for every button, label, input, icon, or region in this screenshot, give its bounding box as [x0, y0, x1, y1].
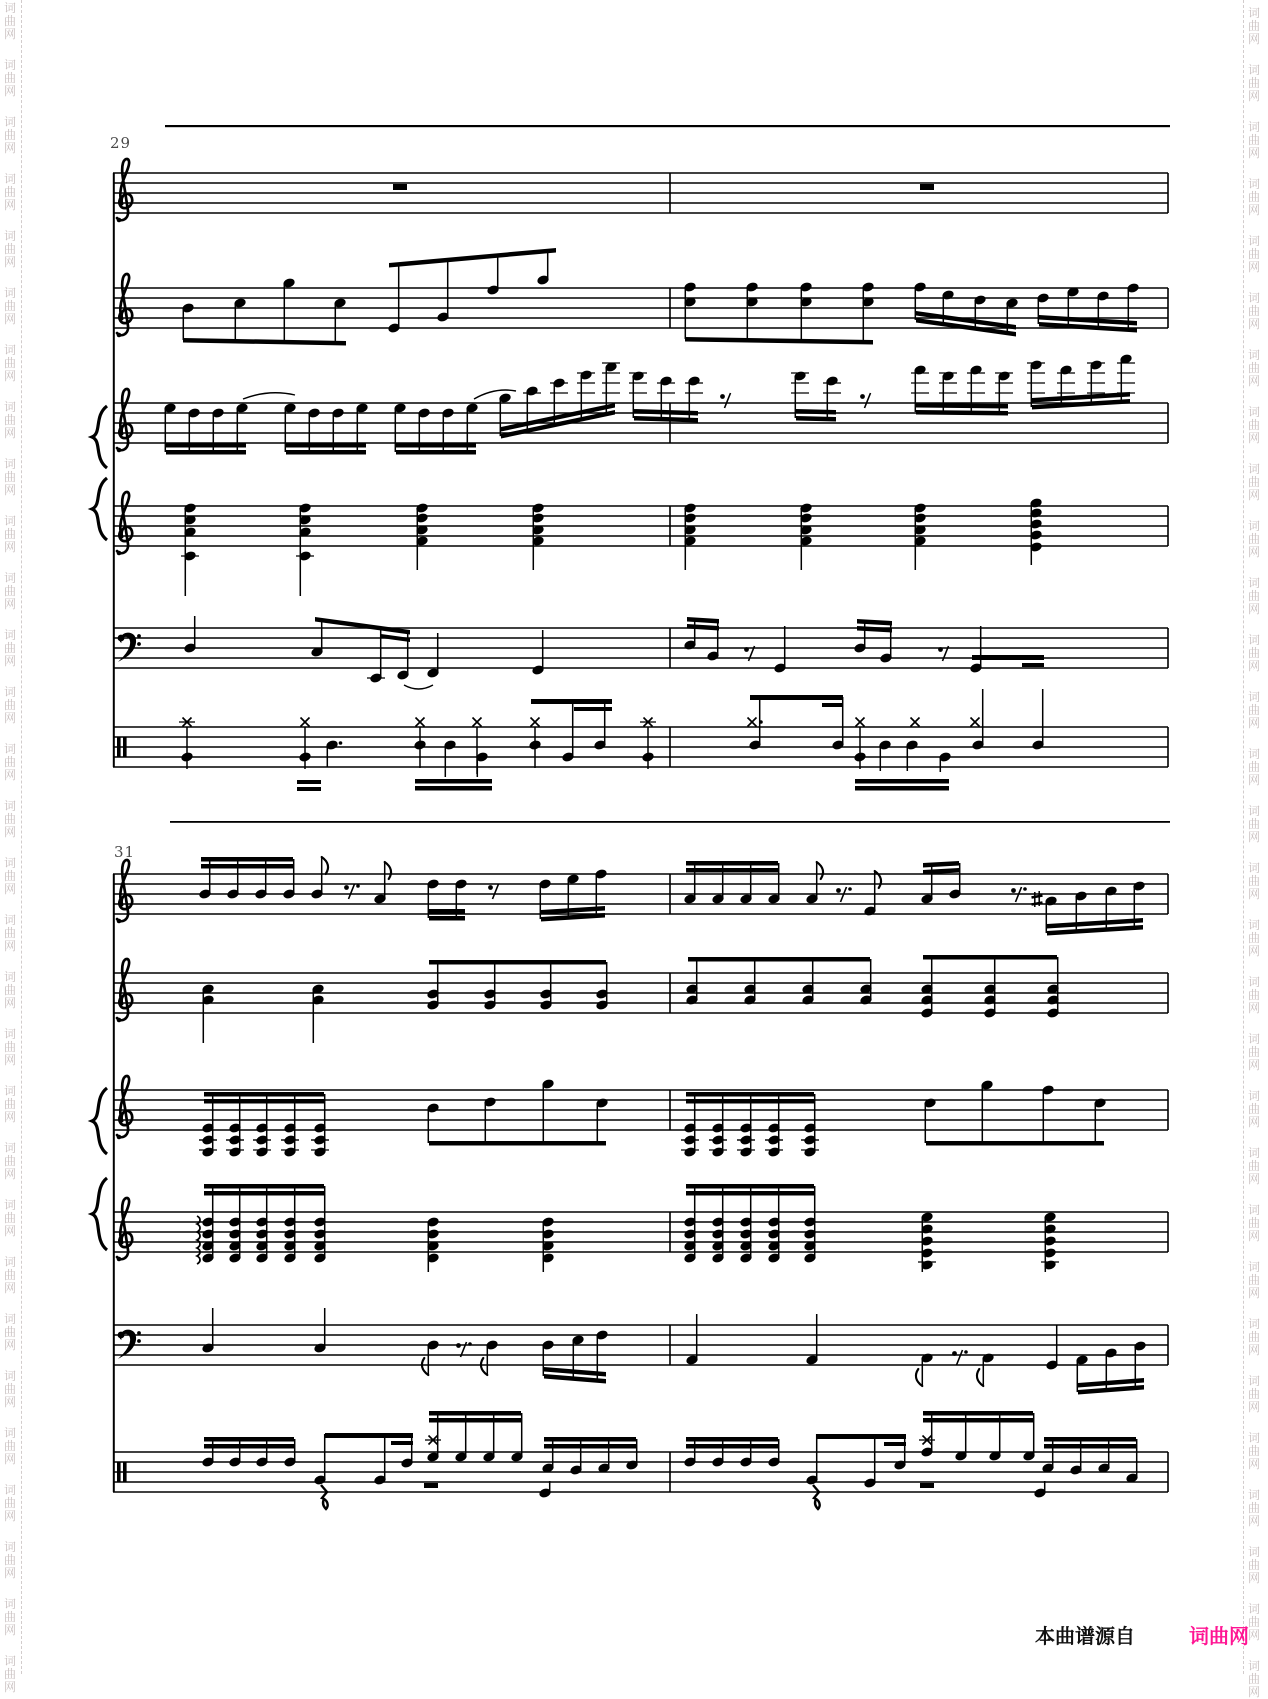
measure-number-29: 29	[110, 134, 132, 152]
measure-number-31: 31	[114, 843, 136, 861]
footer-credit	[1035, 1620, 1249, 1649]
watermark-left: 词 曲 网 词 曲 网 词 曲 网 词 曲 网 词 曲 网 词 曲 网 词 曲 网 词 曲 网 词 曲 网 词 曲 网 词 曲 网 词 曲 网 词 曲 网 词 曲 网 词 曲 网 词 曲 网 词 曲 网 词 曲 网 词 曲 网 词 曲 网 词 曲 网 词 曲 网 词 曲 网 词 曲 网 词 曲 网 词 曲 网 词 曲 网 词 曲 网 词 曲 网 词 曲 网	[3, 1, 16, 1694]
footer-source-text: 本曲谱源自	[1035, 1624, 1135, 1648]
footer-site-link[interactable]: 词曲网	[1189, 1624, 1249, 1648]
watermark-right: 词 曲 网 词 曲 网 词 曲 网 词 曲 网 词 曲 网 词 曲 网 词 曲 网 词 曲 网 词 曲 网 词 曲 网 词 曲 网 词 曲 网 词 曲 网 词 曲 网 词 曲 网 词 曲 网 词 曲 网 词 曲 网 词 曲 网 词 曲 网 词 曲 网 词 曲 网 词 曲 网 词 曲 网 词 曲 网 词 曲 网 词 曲 网 词 曲 网 词 曲 网 词 曲 网	[1247, 6, 1260, 1699]
